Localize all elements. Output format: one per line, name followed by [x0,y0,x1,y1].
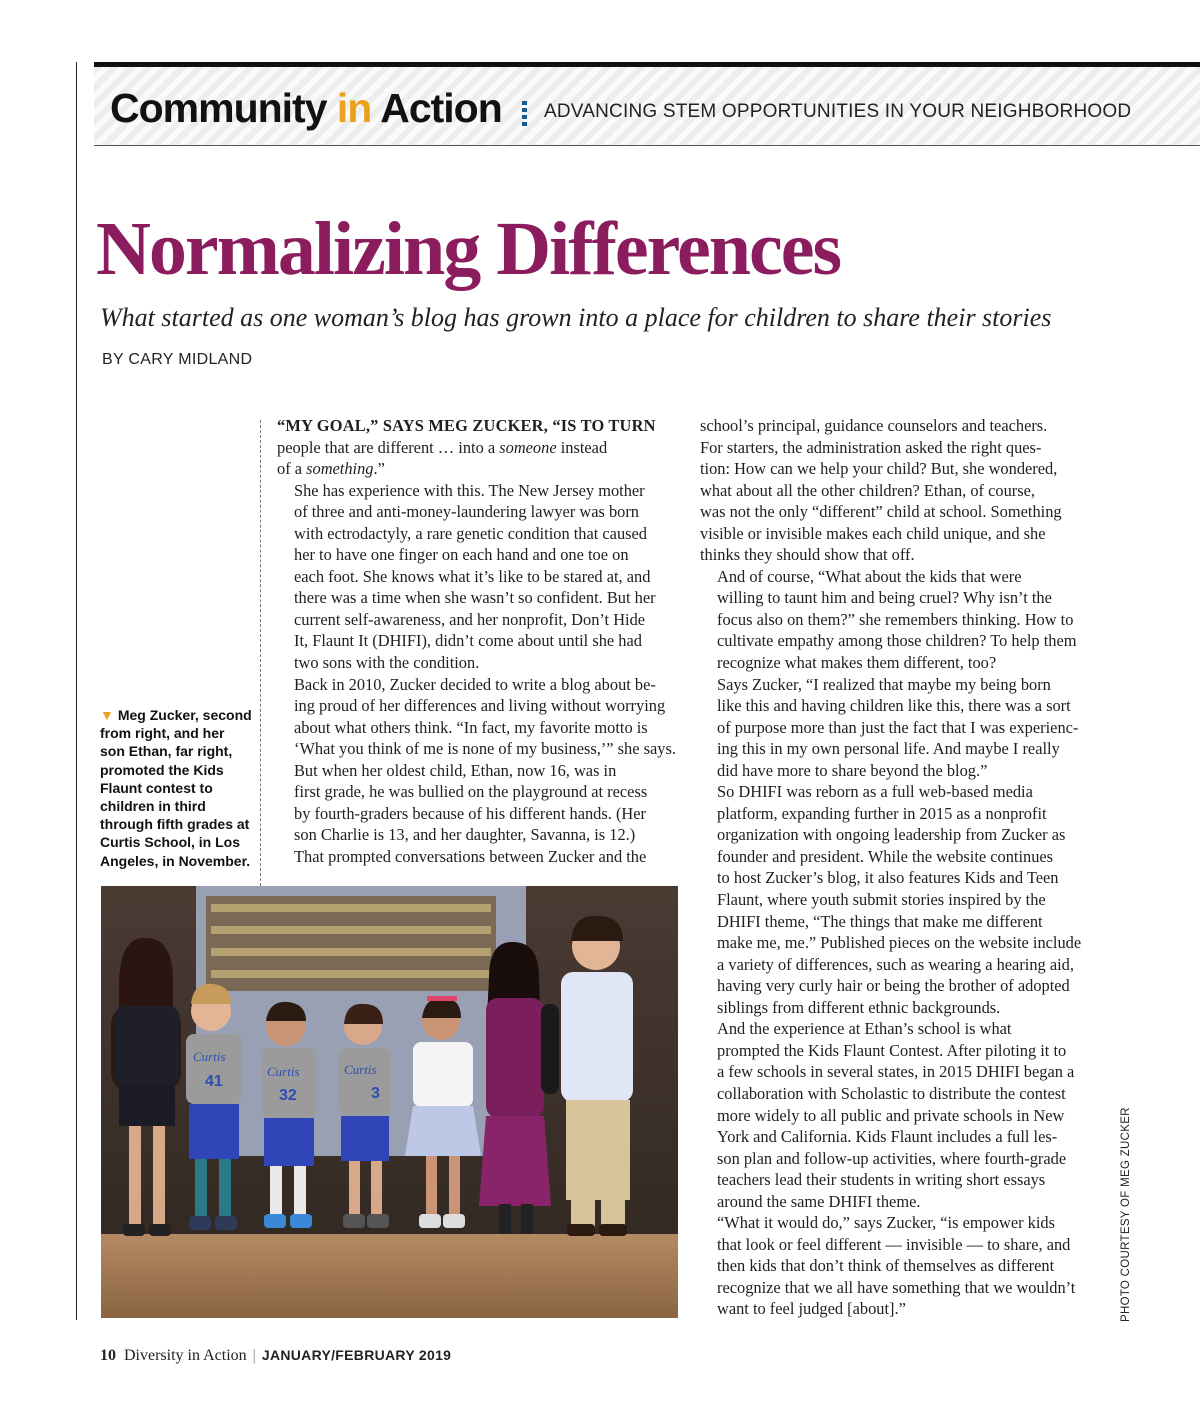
text-line: tion: How can we help your child? But, she wondered, [700,459,1058,479]
text-line: was not the only “different” child at school. Something [700,502,1062,522]
text-line: Says Zucker, “I realized that maybe my being born [717,674,1051,694]
text-line: Flaunt, where youth submit stories inspired by the [717,890,1046,910]
text-line: then kids that don’t think of themselves as different [717,1256,1055,1276]
lead-line-3-em: something [306,459,374,479]
article-column-1 [277,415,677,867]
jersey-number-1: 41 [205,1073,223,1090]
text-line: ing this in my own personal life. And maybe I really [717,739,1060,759]
text-line: recognize what makes them different, too? [717,653,997,673]
lead-line-2-text: people that are different … into a [277,437,500,457]
text-line: willing to taunt him and being cruel? Why isn’t the [717,588,1052,608]
section-tagline: ADVANCING STEM OPPORTUNITIES IN YOUR NEIGHBORHOOD [544,101,1132,122]
text-line: recognize that we all have something that we wouldn’t [717,1277,1076,1297]
caption-divider [260,420,261,886]
paragraph-2-4 [700,781,1100,1018]
lead-caps: “MY GOAL,” SAYS MEG ZUCKER, “IS TO TURN [277,416,656,435]
text-line: organization with ongoing leadership from Zucker as [717,825,1066,845]
text-line: Back in 2010, Zucker decided to write a blog about be- [294,674,656,694]
left-margin-rule [76,62,77,1320]
text-line: around the same DHIFI theme. [717,1191,921,1211]
lead-line-2 [277,437,677,459]
text-line: For starters, the administration asked the right ques- [700,437,1042,457]
section-title-community: Community [110,85,327,131]
text-line: about what others think. “In fact, my favorite motto is [294,717,648,737]
paragraph-2-5 [700,1018,1100,1212]
text-line: visible or invisible makes each child unique, and she [700,523,1046,543]
publication-name: Diversity in Action [124,1347,247,1364]
text-line: of three and anti-money-laundering lawyer was born [294,502,639,522]
banner-divider [522,101,527,129]
text-line: So DHIFI was reborn as a full web-based media [717,782,1033,802]
group-photo-illustration [101,886,678,1318]
text-line: siblings from different ethnic backgrounds. [717,997,1001,1017]
text-line: platform, expanding further in 2015 as a nonprofit [717,803,1047,823]
text-line: founder and president. While the website continues [717,846,1054,866]
page-footer [100,1347,451,1365]
text-line: That prompted conversations between Zucker and the [294,846,647,866]
text-line: cultivate empathy among those children? To help them [717,631,1077,651]
text-line: want to feel judged [about].” [717,1299,906,1319]
jersey-number-2: 32 [279,1087,297,1104]
section-title-in: in [336,85,372,131]
text-line: thinks they should show that off. [700,545,915,565]
jersey-text-2: Curtis [267,1064,300,1079]
text-line: school’s principal, guidance counselors and teachers. [700,416,1048,435]
text-line: collaboration with Scholastic to distribute the contest [717,1083,1066,1103]
article-dek: What started as one woman’s blog has grown into a place for children to share their stories [100,303,1052,332]
text-line: She has experience with this. The New Jersey mother [294,480,645,500]
text-line: a few schools in several states, in 2015 DHIFI began a [717,1062,1075,1082]
text-line: that look or feel different — invisible — to share, and [717,1234,1071,1254]
text-line: focus also on them?” she remembers thinking. How to [717,609,1074,629]
section-title-action: Action [380,85,502,131]
text-line: son plan and follow-up activities, where fourth-grade [717,1148,1067,1168]
text-line: did have more to share beyond the blog.” [717,760,988,780]
paragraph-2-6 [700,1212,1100,1320]
text-line: York and California. Kids Flaunt includes a full les- [717,1127,1058,1147]
text-line: ‘What you think of me is none of my business,’” she says. [294,739,676,759]
text-line: her to have one finger on each hand and one toe on [294,545,629,565]
lead-line-3 [277,458,677,480]
text-line: ing proud of her differences and living without worrying [294,696,666,716]
paragraph-lead [277,415,677,480]
lead-line-2-end: instead [556,437,608,457]
text-line: with ectrodactyly, a rare genetic condition that caused [294,523,648,543]
text-line: And the experience at Ethan’s school is what [717,1019,1012,1039]
text-line: what about all the other children? Ethan, of course, [700,480,1035,500]
text-line: first grade, he was bullied on the playground at recess [294,782,648,802]
paragraph-2-2 [700,566,1100,674]
paragraph-2-1 [700,415,1100,566]
lead-line-2-em: someone [499,437,557,457]
text-line: two sons with the condition. [294,653,480,673]
jersey-text-1: Curtis [193,1049,226,1064]
text-line: like this and having children like this, there was a sort [717,696,1071,716]
text-line: having very curly hair or being the brother of adopted [717,976,1070,996]
page-number: 10 [100,1347,116,1364]
paragraph-1-2 [277,480,677,674]
photo-credit: PHOTO COURTESY OF MEG ZUCKER [1120,1107,1132,1322]
text-line: more widely to all public and private schools in New [717,1105,1065,1125]
section-title [110,85,502,132]
text-line: prompted the Kids Flaunt Contest. After piloting it to [717,1040,1067,1060]
text-line: there was a time when she wasn’t so confident. But her [294,588,656,608]
text-line: It, Flaunt It (DHIFI), didn’t come about until she had [294,631,642,651]
text-line: But when her oldest child, Ethan, now 16, was in [294,760,617,780]
article-photo [101,886,678,1318]
paragraph-1-4 [277,760,677,868]
article-byline: BY CARY MIDLAND [102,351,253,368]
lead-line-3-text: of a [277,459,307,479]
paragraph-1-3 [277,674,677,760]
text-line: make me, me.” Published pieces on the website include [717,933,1082,953]
text-line: teachers lead their students in writing short essays [717,1170,1046,1190]
jersey-text-3: Curtis [344,1062,377,1077]
text-line: And of course, “What about the kids that were [717,566,1022,586]
photo-caption [100,706,252,870]
text-line: DHIFI theme, “The things that make me different [717,911,1043,931]
text-line: current self-awareness, and her nonprofit, Don’t Hide [294,609,646,629]
text-line: son Charlie is 13, and her daughter, Savanna, is 12.) [294,825,636,845]
footer-divider: | [252,1347,256,1364]
paragraph-2-3 [700,674,1100,782]
text-line: by fourth-graders because of his different hands. (Her [294,803,646,823]
text-line: of purpose more than just the fact that I was experienc- [717,717,1079,737]
photo-caption-text: Meg Zucker, second from right, and her son Ethan, far right, promoted the Kids Flaunt contest to children in third through fifth grades at Curtis School, in Los Angeles, in November. [100,707,252,869]
lead-line-3-end: .” [373,459,385,479]
text-line: to host Zucker’s blog, it also features Kids and Teen [717,868,1059,888]
section-banner [94,62,1200,146]
text-line: a variety of differences, such as wearing a hearing aid, [717,954,1074,974]
issue-date: JANUARY/FEBRUARY 2019 [261,1347,452,1363]
caption-arrow-icon: ▼ [100,707,114,723]
text-line: “What it would do,” says Zucker, “is empower kids [717,1213,1055,1233]
jersey-number-3: 3 [371,1085,380,1102]
article-column-2 [700,415,1100,1320]
photo-floor [101,1234,678,1318]
article-headline: Normalizing Differences [96,207,841,291]
text-line: each foot. She knows what it’s like to be stared at, and [294,566,651,586]
